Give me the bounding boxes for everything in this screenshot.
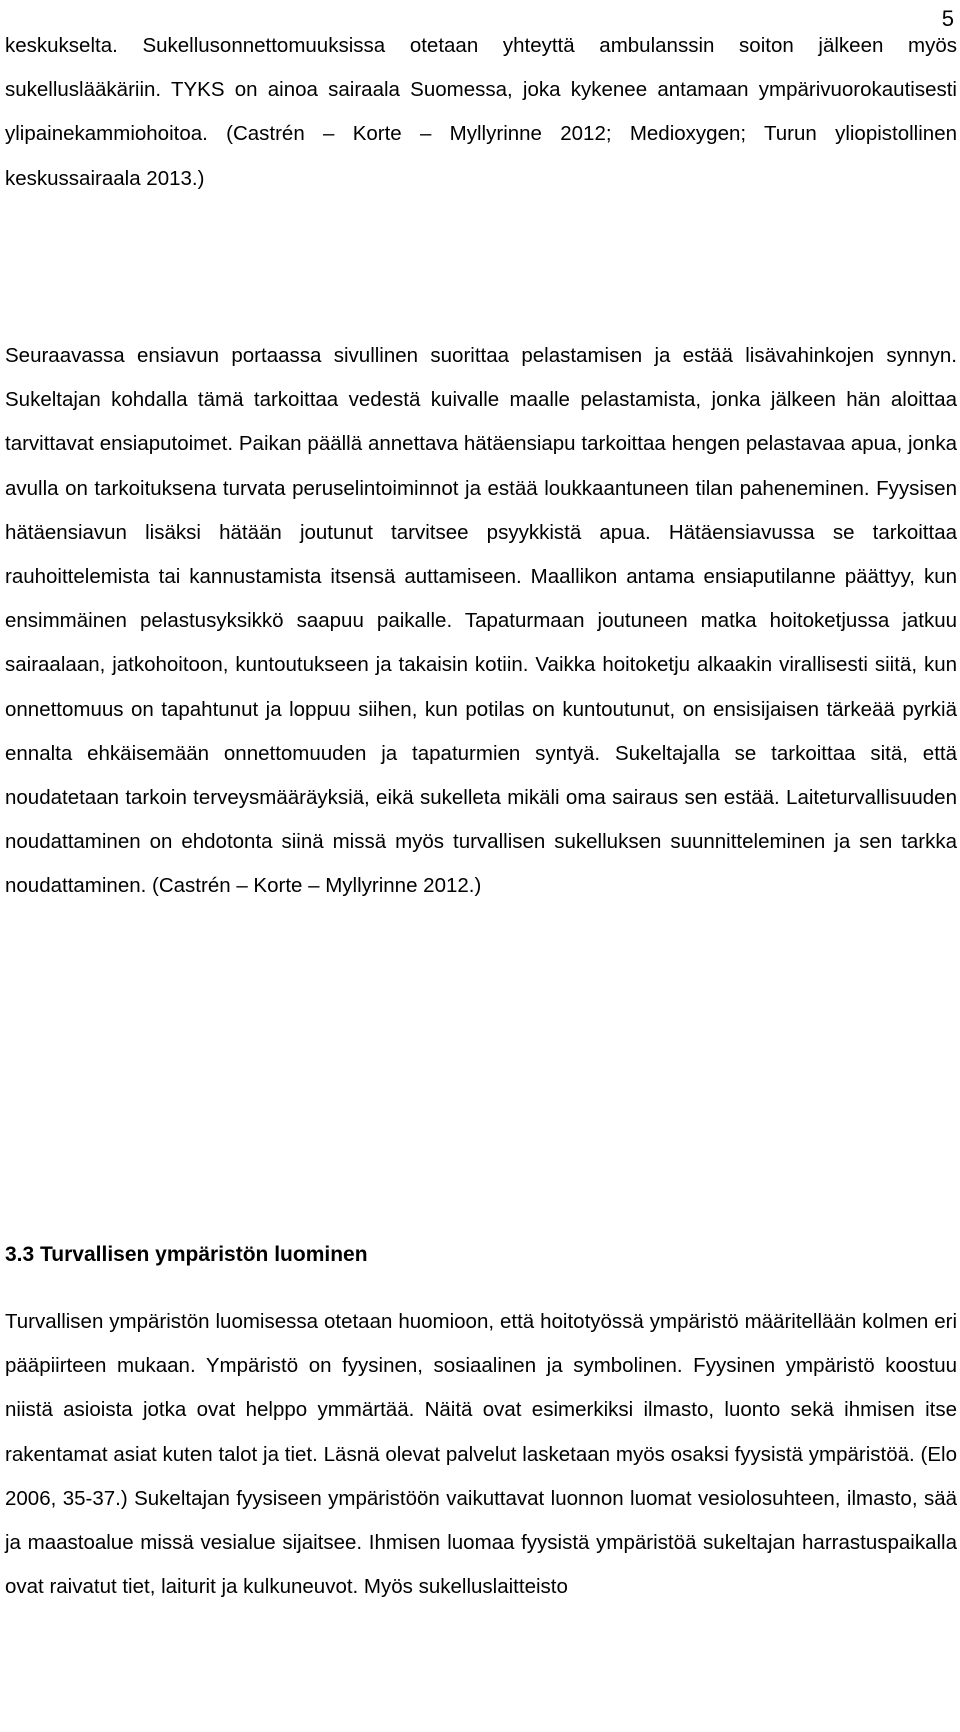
paragraph-environment: Turvallisen ympäristön luomisessa otetaan huomioon, että hoitotyössä ympäristö määritellään kolmen eri pääpiirteen mukaan. Ympäristö on fyysinen, sosiaalinen ja symbolinen. Fyysinen ympäristö koostuu niistä asioista jotka ovat helppo ymmärtää. Näitä ovat esimerkiksi ilmasto, luonto sekä ihmisen itse rakentamat asiat kuten talot ja tiet. Läsnä olevat palvelut lasketaan myös osaksi fyysistä ympäristöä. (Elo 2006, 35-37.) Sukeltajan fyysiseen ympäristöön vaikuttavat luonnon luomat vesiolosuhteen, ilmasto, sää ja maastoalue missä vesialue sijaitsee. Ihmisen luomaa fyysistä ympäristöä sukeltajan harrastuspaikalla ovat raivatut tiet, laiturit ja kulkuneuvot. Myös sukelluslaitteisto bbox=[5, 1310, 957, 1599]
paragraph-first-aid: Seuraavassa ensiavun portaassa sivullinen suorittaa pelastamisen ja estää lisävahinkojen synnyn. Sukeltajan kohdalla tämä tarkoittaa vedestä kuivalle maalle pelastamista, jonka jälkeen hän aloittaa tarvittavat ensiaputoimet. Paikan päällä annettava hätäensiapu tarkoittaa hengen pelastavaa apua, jonka avulla on tarkoituksena turvata peruselintoiminnot ja estää loukkaantuneen tilan paheneminen. Fyysisen hätäensiavun lisäksi hätään joutunut tarvitsee psyykkistä apua. Hätäensiavussa se tarkoittaa rauhoittelemista tai kannustamista itsensä auttamiseen. Maallikon antama ensiaputilanne päättyy, kun ensimmäinen pelastusyksikkö saapuu paikalle. Tapaturmaan joutuneen matka hoitoketjussa jatkuu sairaalaan, jatkohoitoon, kuntoutukseen ja takaisin kotiin. Vaikka hoitoketju alkaakin virallisesti siitä, kun onnettomuus on tapahtunut ja loppuu siihen, kun potilas on kuntoutunut, on ensisijaisen tärkeää pyrkiä ennalta ehkäisemään onnettomuuden ja tapaturmien syntyä. Sukeltajalla se tarkoittaa sitä, että noudatetaan tarkoin terveysmääräyksiä, eikä sukelleta mikäli oma sairaus sen estää. Laiteturvallisuuden noudattaminen on ehdotonta siinä missä myös turvallisen sukelluksen suunnitteleminen ja sen tarkka noudattaminen. (Castrén – Korte – Myllyrinne 2012.) bbox=[5, 344, 957, 898]
page-number: 5 bbox=[941, 6, 954, 31]
paragraph-continuation: keskukselta. Sukellusonnettomuuksissa otetaan yhteyttä ambulanssin soiton jälkeen myös sukelluslääkäriin. TYKS on ainoa sairaala Suomessa, joka kykenee antamaan ympärivuorokautisesti ylipainekammiohoitoa. (Castrén – Korte – Myllyrinne 2012; Medioxygen; Turun yliopistollinen keskussairaala 2013.) bbox=[5, 34, 957, 190]
section-heading: 3.3 Turvallisen ympäristön luominen bbox=[5, 1243, 368, 1266]
